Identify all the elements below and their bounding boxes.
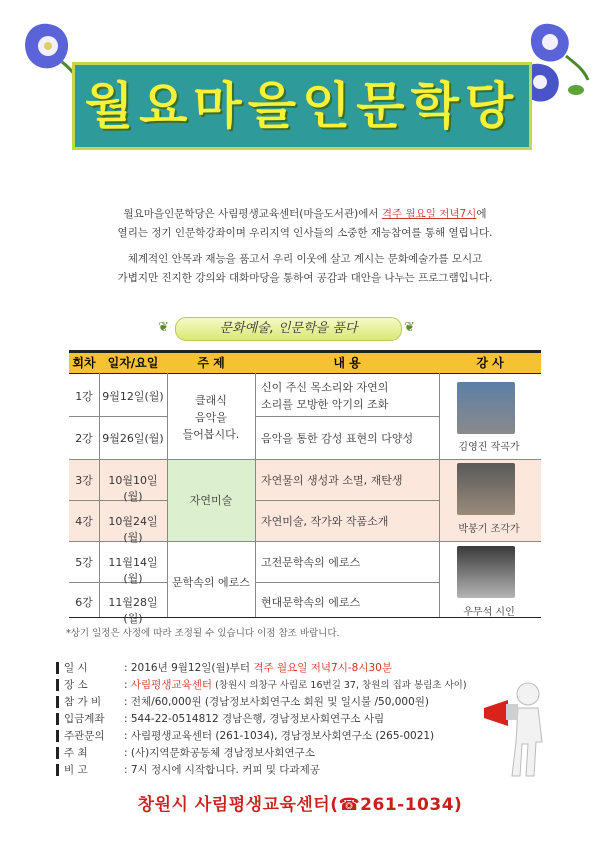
row-no: 4강	[75, 515, 93, 528]
divider	[255, 373, 256, 617]
row-no: 2강	[75, 432, 93, 445]
teacher-photo	[457, 463, 515, 515]
schedule-table	[69, 350, 541, 625]
info-marker	[56, 764, 59, 776]
row-no: 6강	[75, 596, 93, 609]
intro-text: 체계적인 안목과 재능을 품고서 우리 이웃에 살고 계시는 문화예술가를 모시고	[127, 253, 483, 265]
info-marker	[56, 679, 59, 691]
teacher-photo	[457, 546, 515, 598]
morning-glory-flower-icon	[18, 18, 78, 78]
info-note	[56, 762, 320, 778]
intro-paragraph-2	[70, 250, 540, 288]
leaf-icon: ❦	[158, 320, 169, 335]
info-key: 비 고	[64, 764, 88, 776]
info-inquiry	[56, 728, 434, 744]
teacher-name: 김영진 작곡가	[458, 442, 520, 453]
teacher-name: 우무석 시인	[463, 607, 515, 618]
row-date: 9월12일(월)	[102, 390, 164, 403]
row-date: 11월14일(월)	[108, 556, 158, 585]
col-header-content: 내 용	[255, 350, 439, 373]
col-header-teacher: 강 사	[439, 350, 541, 373]
info-host	[56, 745, 315, 761]
info-key: 주관문의	[64, 730, 105, 742]
info-value: : 2016년 9월12일(월)부터	[124, 662, 254, 674]
divider	[255, 416, 439, 417]
row-date: 10월24일(월)	[108, 515, 158, 544]
row-date: 10월10일(월)	[108, 474, 158, 503]
intro-paragraph-1	[70, 205, 540, 243]
info-marker	[56, 696, 59, 708]
intro-text: 에	[476, 208, 487, 220]
row-date: 9월26일(월)	[102, 432, 164, 445]
info-marker	[56, 730, 59, 742]
teacher-photo	[457, 382, 515, 434]
info-value: (창원시 의창구 사림로 16번길 37, 창원의 집과 봉림초 사이)	[212, 680, 467, 691]
intro-text: 가볍지만 진지한 강의와 대화마당을 통하여 공감과 대안을 나누는 프로그램입니다.	[117, 272, 493, 284]
row-content: 자연미술, 작가와 작품소개	[261, 515, 389, 528]
intro-text: 열리는 정기 인문학강좌이며 우리지역 인사들의 소중한 재능참여를 통해 열립니다.	[117, 227, 493, 239]
section-heading: 문화예술, 인문학을 품다	[175, 317, 402, 341]
intro-text: 월요마을인문학당은 사림평생교육센터(마을도서관)에서	[123, 208, 382, 220]
row-no: 3강	[75, 474, 93, 487]
info-marker	[56, 713, 59, 725]
topic-line: 클래식	[195, 394, 227, 407]
info-value: : 7시 정시에 시작합니다. 커피 및 다과제공	[124, 764, 320, 776]
info-account	[56, 711, 384, 727]
info-value: : (사)지역문화공동체 경남정보사회연구소	[124, 747, 315, 759]
row-content: 현대문학속의 에로스	[261, 596, 361, 609]
leaf-icon: ❦	[404, 320, 415, 335]
divider	[255, 582, 439, 583]
row-no: 5강	[75, 556, 93, 569]
row-content: 음악을 통한 감성 표현의 다양성	[261, 432, 414, 445]
info-venue	[56, 677, 467, 693]
info-marker	[56, 662, 59, 674]
col-header-no: 회차	[69, 350, 99, 373]
col-header-topic: 주 제	[167, 350, 255, 373]
row-content: 고전문학속의 에로스	[261, 556, 361, 569]
info-key: 장 소	[64, 679, 88, 691]
divider	[69, 416, 167, 417]
row-content: 자연물의 생성과 소멸, 재탄생	[261, 474, 403, 487]
col-header-date: 일자/요일	[99, 350, 167, 373]
divider	[69, 459, 541, 460]
info-value: :	[124, 679, 131, 691]
info-fee	[56, 694, 429, 710]
info-value: : 전체/60,000원 (경남정보사회연구소 회원 및 일시불 /50,000원)	[124, 696, 430, 708]
info-value: : 544-22-0514812 경남은행, 경남정보사회연구소 사림	[124, 713, 385, 725]
topic-line: 들어봅시다.	[182, 428, 240, 441]
row-content	[261, 379, 439, 413]
topic-cell: 문학속의 에로스	[172, 576, 250, 589]
info-value: : 사림평생교육센터 (261-1034), 경남정보사회연구소 (265-0021)	[124, 730, 435, 742]
divider	[69, 373, 541, 374]
row-date: 11월28일(월)	[108, 596, 158, 625]
teacher-name: 박봉기 조각가	[458, 524, 520, 535]
info-key: 주 최	[64, 747, 88, 759]
content-line: 소리를 모방한 악기의 조화	[261, 398, 389, 411]
row-no: 1강	[75, 390, 93, 403]
divider	[439, 373, 440, 617]
topic-cell	[167, 392, 255, 443]
info-key: 일 시	[64, 662, 88, 674]
divider	[255, 500, 439, 501]
info-highlight: 격주 월요일 저녁7시-8시30분	[253, 662, 392, 674]
info-key: 참 가 비	[64, 696, 102, 708]
info-date	[56, 660, 392, 676]
info-marker	[56, 747, 59, 759]
contact-footer: 창원시 사림평생교육센터(☎261-1034)	[137, 795, 463, 815]
topic-cell: 자연미술	[189, 494, 233, 507]
info-key: 입금계좌	[64, 713, 105, 725]
content-line: 신이 주신 목소리와 자연의	[261, 381, 389, 394]
schedule-footnote: *상기 일정은 사정에 따라 조정될 수 있습니다 이점 참조 바랍니다.	[66, 628, 340, 639]
intro-highlight: 격주 월요일 저녁7시	[381, 208, 477, 220]
info-highlight: 사림평생교육센터	[130, 679, 213, 691]
page-title: 월요마을인문학당	[84, 76, 520, 135]
megaphone-person-icon	[478, 680, 556, 780]
topic-line: 음악을	[195, 411, 227, 424]
